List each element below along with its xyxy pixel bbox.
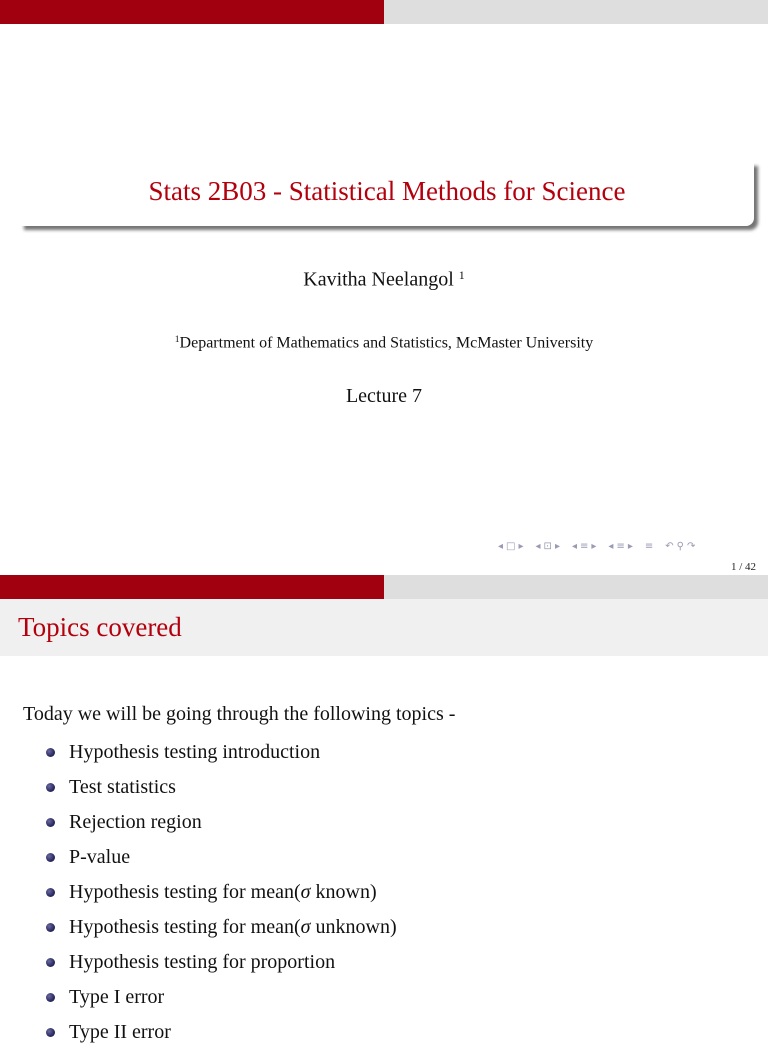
list-item <box>46 770 397 805</box>
nav-next-section-icon[interactable]: ▸ <box>591 541 597 552</box>
author-footnote-mark: 1 <box>458 268 465 282</box>
nav-subsection-icon[interactable]: ⊡ <box>543 541 552 552</box>
list-item <box>46 875 397 910</box>
nav-prev-section-icon[interactable]: ◂ <box>571 541 577 552</box>
list-item <box>46 840 397 875</box>
header-bar-gray <box>384 575 768 599</box>
list-item <box>46 805 397 840</box>
list-item <box>46 1015 397 1050</box>
bullet-icon <box>46 818 55 827</box>
header-bar-red <box>0 0 384 24</box>
affiliation-footnote-mark: 1 <box>174 334 180 345</box>
topic-text: Hypothesis testing for proportion <box>69 951 336 973</box>
sigma-symbol: σ <box>300 916 311 938</box>
author-name: Kavitha Neelangol <box>303 268 454 291</box>
list-item <box>46 735 397 770</box>
bullet-icon <box>46 923 55 932</box>
affiliation-line <box>0 334 768 352</box>
bullet-icon <box>46 853 55 862</box>
nav-next-frame-icon[interactable]: ▸ <box>518 541 524 552</box>
topic-text: Type I error <box>69 986 165 1008</box>
affiliation: Department of Mathematics and Statistics, McMaster University <box>179 334 594 352</box>
nav-doc-icon[interactable]: ≡ <box>616 541 625 552</box>
nav-prev-subsection-icon[interactable]: ◂ <box>535 541 541 552</box>
header-bar-gray <box>384 0 768 24</box>
nav-back-icon[interactable]: ↶ <box>665 541 674 552</box>
nav-next-subsection-icon[interactable]: ▸ <box>554 541 560 552</box>
nav-prev-frame-icon[interactable]: ◂ <box>498 541 504 552</box>
nav-section-icon[interactable]: ≡ <box>580 541 589 552</box>
list-item <box>46 945 397 980</box>
list-item <box>46 980 397 1015</box>
topics-list <box>46 735 397 1050</box>
bullet-icon <box>46 958 55 967</box>
nav-menu-icon[interactable]: ≡ <box>644 541 654 552</box>
intro-text: Today we will be going through the following topics - <box>23 703 456 725</box>
nav-forward-icon[interactable]: ↷ <box>686 541 696 552</box>
topic-text: Test statistics <box>69 776 176 798</box>
frame-title-bar <box>0 599 768 656</box>
header-bar-red <box>0 575 384 599</box>
topics-slide <box>0 575 768 1043</box>
page-number: 1 / 42 <box>730 561 756 573</box>
bullet-icon <box>46 888 55 897</box>
list-item <box>46 910 397 945</box>
frame-title: Topics covered <box>18 612 182 642</box>
topic-text: P-value <box>69 846 131 868</box>
author-line <box>0 268 768 292</box>
bullet-icon <box>46 783 55 792</box>
topic-text-suffix: unknown) <box>310 916 397 938</box>
nav-next-doc-icon[interactable]: ▸ <box>627 541 633 552</box>
topic-text: Hypothesis testing for mean( <box>69 916 301 938</box>
presentation-title: Stats 2B03 - Statistical Methods for Science <box>148 176 626 206</box>
bullet-icon <box>46 1028 55 1037</box>
bullet-icon <box>46 748 55 757</box>
beamer-navigation <box>498 541 695 552</box>
topic-text: Type II error <box>69 1021 171 1043</box>
title-box <box>20 162 754 226</box>
topic-text: Hypothesis testing for mean( <box>69 881 301 903</box>
topic-text: Hypothesis testing introduction <box>69 741 321 763</box>
nav-search-icon[interactable]: ⚲ <box>676 541 684 552</box>
header-bar <box>0 0 768 24</box>
topic-text: Rejection region <box>69 811 202 833</box>
lecture-label: Lecture 7 <box>345 385 423 407</box>
sigma-symbol: σ <box>300 881 311 903</box>
nav-prev-doc-icon[interactable]: ◂ <box>608 541 614 552</box>
topic-text-suffix: known) <box>310 881 377 903</box>
bullet-icon <box>46 993 55 1002</box>
header-bar <box>0 575 768 599</box>
nav-frame-icon[interactable]: □ <box>506 541 516 552</box>
